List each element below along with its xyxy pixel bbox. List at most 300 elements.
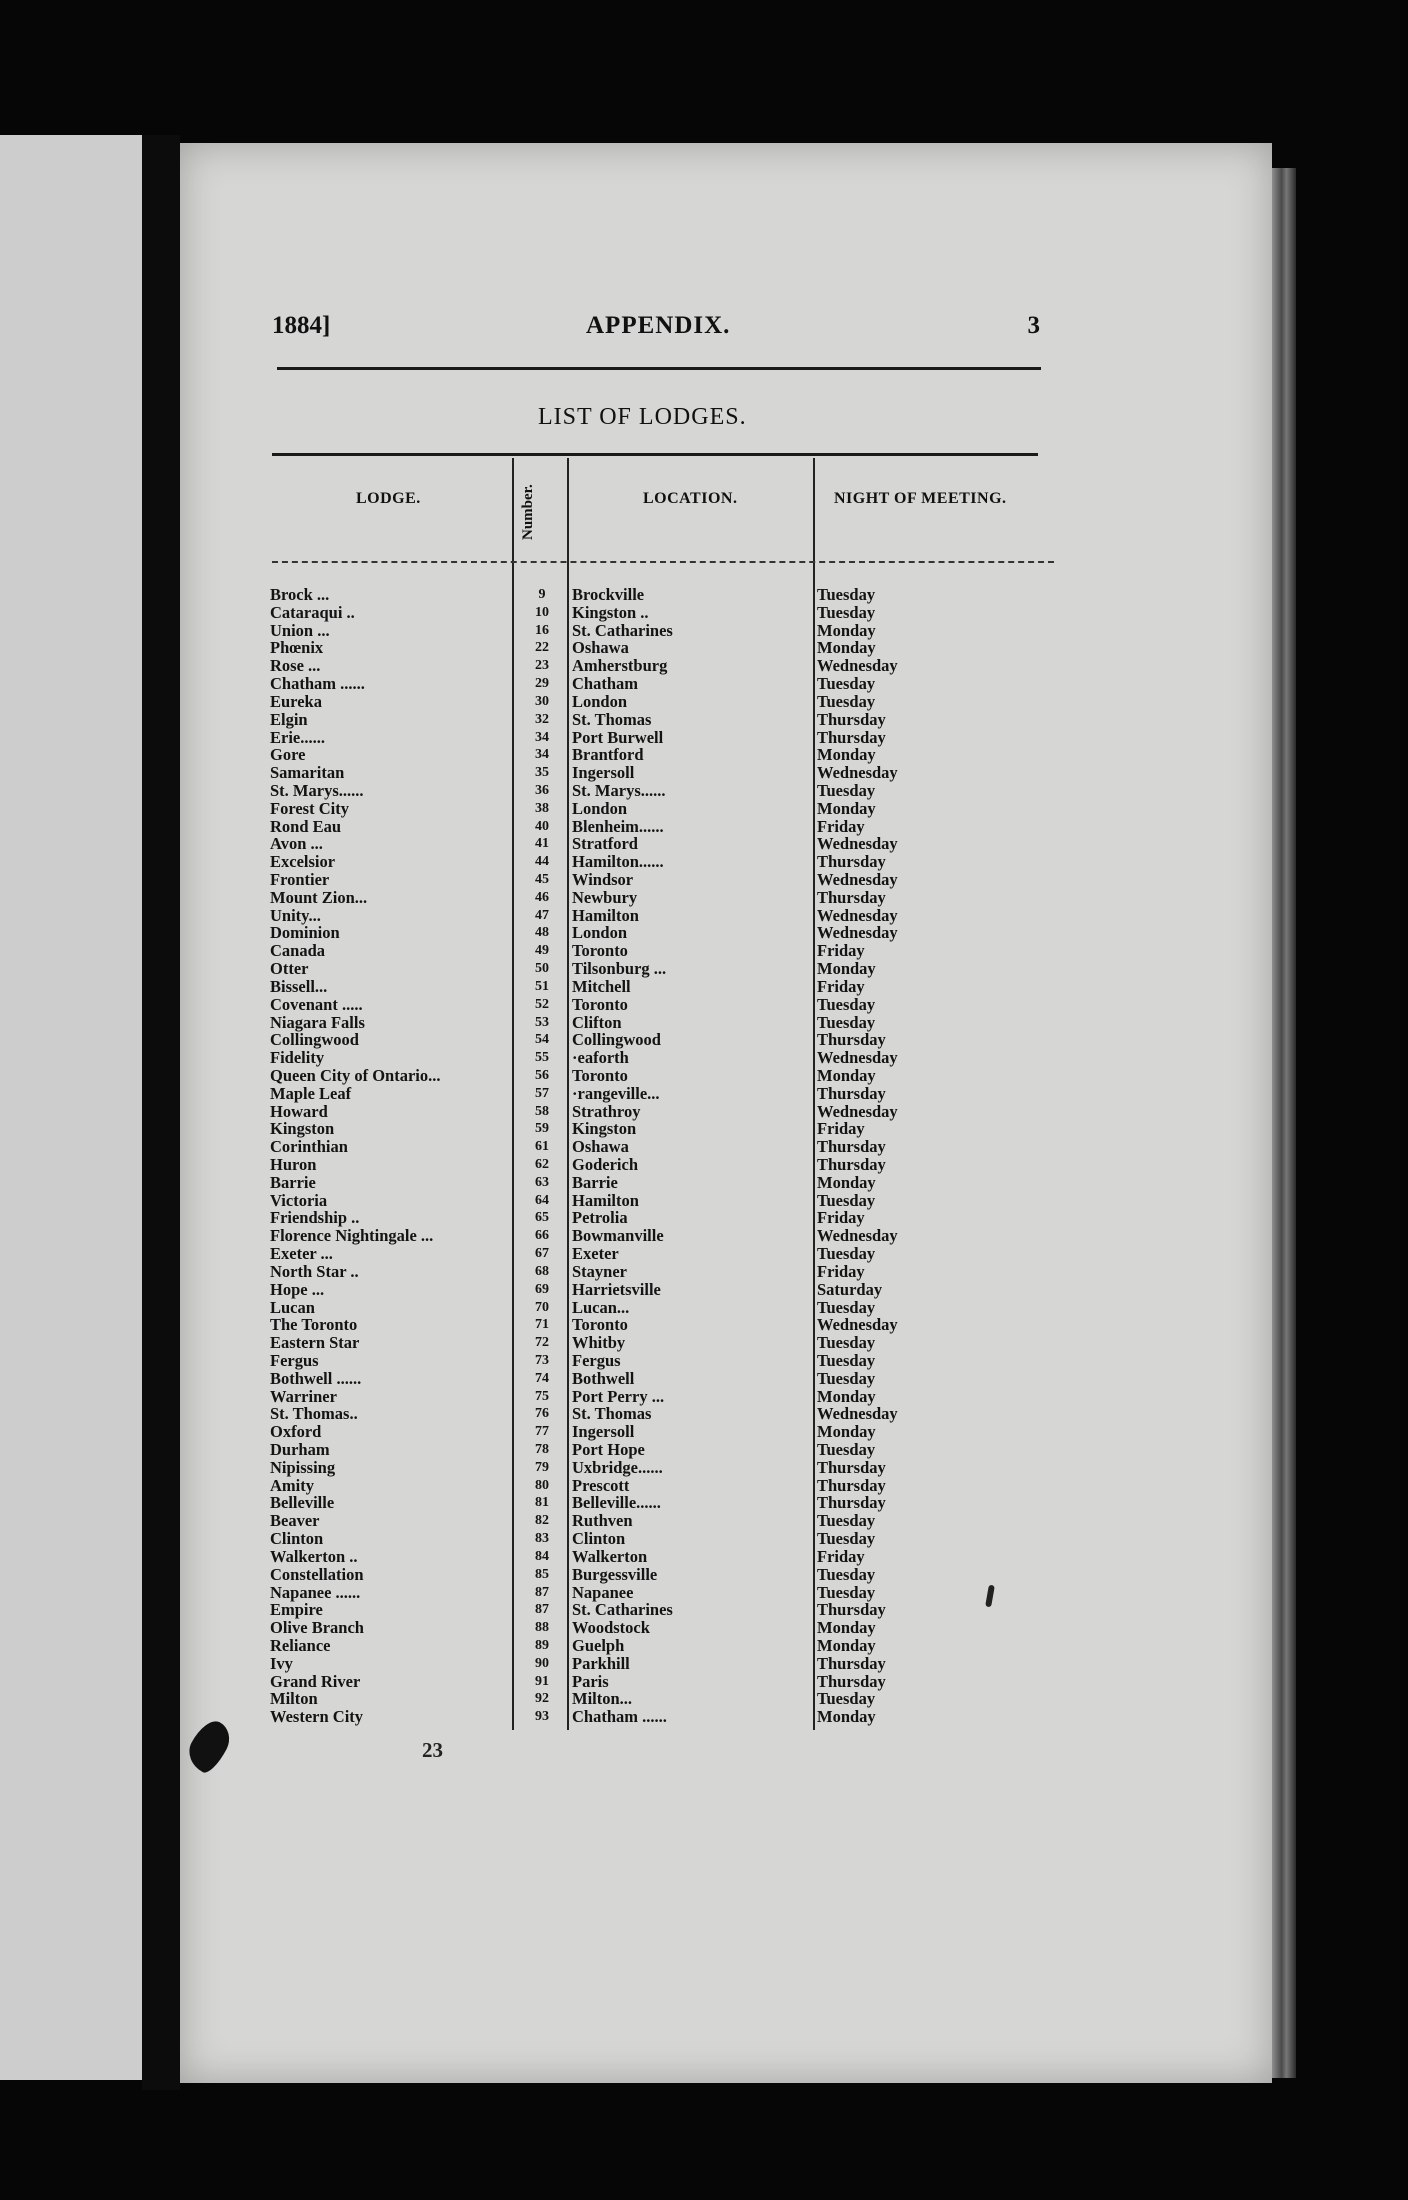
lodge-name: Fidelity (270, 1048, 325, 1068)
table-row (270, 1085, 1017, 1103)
lodge-number: 92 (535, 1691, 549, 1707)
lodge-number: 59 (535, 1121, 549, 1137)
lodge-location: Chatham (572, 674, 639, 694)
lodge-location: Kingston (572, 1119, 637, 1139)
lodge-location: Port Hope (572, 1440, 645, 1459)
lodge-location: Chatham ...... (572, 1707, 667, 1727)
table-row (270, 871, 1017, 889)
lodge-location: St. Catharines (572, 620, 673, 640)
lodge-name: Forest City (270, 798, 349, 818)
lodge-location: Lucan... (572, 1297, 630, 1317)
lodge-location: Milton... (572, 1689, 633, 1709)
lodge-name: Frontier (270, 870, 330, 889)
meeting-night: Monday (817, 745, 876, 765)
lodge-name: Amity (270, 1475, 314, 1495)
table-row (270, 657, 1017, 675)
table-row (270, 1103, 1017, 1121)
meeting-night: Monday (817, 1065, 876, 1085)
meeting-night: Thursday (817, 1653, 886, 1673)
lodge-number: 52 (535, 996, 549, 1012)
table-row (270, 1477, 1017, 1495)
lodge-number: 41 (535, 836, 549, 852)
table-row (270, 1031, 1017, 1049)
lodge-location: Brantford (572, 745, 644, 765)
lodge-number: 88 (535, 1620, 549, 1636)
meeting-night: Tuesday (817, 1582, 876, 1602)
meeting-night: Thursday (817, 709, 886, 729)
table-row (270, 1405, 1017, 1423)
meeting-night: Thursday (817, 1137, 886, 1157)
meeting-night: Wednesday (817, 1404, 898, 1424)
lodge-number: 30 (535, 693, 549, 709)
lodge-name: Exeter ... (270, 1244, 333, 1264)
header-dashed-rule (272, 561, 1054, 563)
lodge-location: Goderich (572, 1155, 638, 1174)
lodge-location: Parkhill (572, 1653, 630, 1673)
table-row (270, 693, 1017, 711)
lodge-number: 40 (535, 818, 549, 834)
lodge-number: 47 (535, 907, 549, 923)
lodge-location: Port Burwell (572, 727, 664, 747)
lodge-location: ·eaforth (572, 1048, 629, 1068)
lodge-name: Milton (270, 1689, 318, 1709)
lodge-name: Howard (270, 1101, 328, 1121)
running-header (272, 312, 1050, 348)
table-row (270, 978, 1017, 996)
table-row (270, 675, 1017, 693)
meeting-night: Friday (817, 1546, 865, 1566)
lodge-number: 63 (535, 1174, 549, 1190)
lodge-location: Toronto (572, 941, 628, 961)
table-row (270, 907, 1017, 925)
lodge-number: 78 (535, 1442, 549, 1457)
lodge-number: 16 (535, 622, 549, 638)
meeting-night: Friday (817, 1208, 865, 1228)
lodge-name: Olive Branch (270, 1618, 364, 1638)
lodge-name: Maple Leaf (270, 1083, 352, 1103)
table-row (270, 996, 1017, 1014)
meeting-night: Monday (817, 1172, 876, 1192)
lodge-location: Oshawa (572, 1137, 629, 1157)
table-row (270, 960, 1017, 978)
lodge-location: Port Perry ... (572, 1386, 665, 1406)
meeting-night: Tuesday (817, 1297, 876, 1317)
lodge-name: Napanee ...... (270, 1582, 361, 1602)
lodge-number: 45 (535, 872, 549, 887)
column-header-location: LOCATION. (643, 490, 738, 507)
lodge-number: 71 (535, 1317, 549, 1333)
lodge-location: St. Thomas (572, 709, 652, 729)
meeting-night: Thursday (817, 1671, 886, 1691)
meeting-night: Thursday (817, 1493, 886, 1513)
lodge-location: Ingersoll (572, 763, 635, 783)
lodge-name: Chatham ...... (270, 674, 365, 694)
meeting-night: Thursday (817, 1457, 886, 1477)
table-row (270, 818, 1017, 836)
lodges-table (270, 586, 1017, 1726)
lodge-location: Collingwood (572, 1030, 661, 1050)
signature-number: 23 (422, 1738, 443, 1762)
meeting-night: Wednesday (817, 870, 898, 889)
lodge-name: Brock ... (270, 585, 330, 604)
page-edge-stack (1272, 168, 1296, 2078)
lodge-number: 57 (535, 1085, 549, 1101)
lodge-location: Fergus (572, 1350, 621, 1370)
meeting-night: Tuesday (817, 1529, 876, 1549)
table-row (270, 853, 1017, 871)
meeting-night: Friday (817, 976, 865, 996)
lodge-name: Rose ... (270, 656, 321, 676)
table-row (270, 1655, 1017, 1673)
lodge-number: 85 (535, 1566, 549, 1582)
lodge-name: Unity... (270, 905, 321, 925)
meeting-night: Monday (817, 1386, 876, 1406)
lodge-name: Corinthian (270, 1137, 348, 1157)
table-row (270, 782, 1017, 800)
meeting-night: Tuesday (817, 1689, 876, 1709)
meeting-night: Friday (817, 1119, 865, 1139)
lodge-number: 34 (535, 729, 549, 745)
table-row (270, 1584, 1017, 1602)
meeting-night: Wednesday (817, 1101, 898, 1121)
table-row (270, 1299, 1017, 1317)
lodge-location: ·rangeville... (572, 1083, 660, 1103)
lodge-location: Oshawa (572, 638, 629, 658)
lodge-number: 82 (535, 1513, 549, 1529)
meeting-night: Wednesday (817, 1048, 898, 1068)
table-row (270, 1690, 1017, 1708)
lodge-name: Rond Eau (270, 816, 342, 836)
meeting-night: Tuesday (817, 1190, 876, 1210)
lodge-number: 29 (535, 676, 549, 692)
table-row (270, 1494, 1017, 1512)
lodge-location: Toronto (572, 1315, 628, 1335)
lodge-number: 68 (535, 1263, 549, 1279)
meeting-night: Wednesday (817, 1226, 898, 1246)
lodge-number: 23 (535, 658, 549, 674)
lodge-number: 22 (535, 640, 549, 656)
table-row (270, 1209, 1017, 1227)
lodge-location: Toronto (572, 1065, 628, 1085)
table-row (270, 1316, 1017, 1334)
lodge-number: 53 (535, 1014, 549, 1030)
lodge-number: 32 (535, 711, 549, 727)
lodge-number: 67 (535, 1246, 549, 1262)
lodge-number: 83 (535, 1531, 549, 1547)
lodge-name: Nipissing (270, 1457, 336, 1477)
lodge-location: London (572, 691, 628, 711)
lodge-name: Huron (270, 1155, 317, 1174)
lodge-number: 61 (535, 1139, 549, 1155)
lodge-location: Paris (572, 1671, 609, 1691)
meeting-night: Friday (817, 816, 865, 836)
lodge-location: Windsor (572, 870, 634, 889)
lodge-name: Bothwell ...... (270, 1368, 362, 1388)
lodge-number: 84 (535, 1548, 549, 1564)
lodge-name: Otter (270, 959, 309, 979)
table-row (270, 1566, 1017, 1584)
lodge-number: 76 (535, 1406, 549, 1422)
lodge-number: 80 (535, 1477, 549, 1493)
meeting-night: Wednesday (817, 763, 898, 783)
lodge-name: Samaritan (270, 763, 345, 783)
table-row (270, 1673, 1017, 1691)
table-row (270, 1441, 1017, 1459)
table-row (270, 835, 1017, 853)
page-number: 3 (1027, 312, 1040, 339)
lodge-name: Avon ... (270, 834, 323, 854)
lodge-name: Belleville (270, 1493, 335, 1513)
lodge-name: Covenant ..... (270, 994, 363, 1014)
meeting-night: Tuesday (817, 1564, 876, 1584)
lodge-location: Newbury (572, 887, 638, 907)
lodge-location: Ingersoll (572, 1422, 635, 1442)
lodge-name: Dominion (270, 923, 340, 943)
meeting-night: Friday (817, 1261, 865, 1281)
table-row (270, 639, 1017, 657)
lodge-number: 89 (535, 1637, 549, 1653)
column-header-lodge: LODGE. (356, 490, 421, 507)
lodge-location: Guelph (572, 1635, 625, 1655)
meeting-night: Wednesday (817, 656, 898, 676)
lodge-name: Eureka (270, 691, 322, 711)
lodge-number: 54 (535, 1032, 549, 1048)
lodge-number: 46 (535, 889, 549, 905)
lodge-location: Uxbridge...... (572, 1457, 663, 1477)
lodge-number: 36 (535, 782, 549, 798)
meeting-night: Monday (817, 1707, 876, 1727)
lodge-number: 79 (535, 1459, 549, 1475)
meeting-night: Monday (817, 1422, 876, 1442)
lodge-location: Tilsonburg ... (572, 959, 667, 979)
table-row (270, 1619, 1017, 1637)
lodge-name: Phœnix (270, 638, 324, 658)
lodge-location: Ruthven (572, 1511, 633, 1531)
lodge-location: Clifton (572, 1012, 622, 1032)
lodge-location: St. Marys...... (572, 780, 666, 800)
lodge-name: Bissell... (270, 976, 328, 996)
lodge-name: Excelsior (270, 852, 336, 872)
lodge-name: Erie...... (270, 727, 325, 747)
meeting-night: Thursday (817, 1475, 886, 1495)
table-row (270, 1174, 1017, 1192)
table-row (270, 800, 1017, 818)
table-row (270, 711, 1017, 729)
table-row (270, 1512, 1017, 1530)
lodge-number: 44 (535, 854, 549, 870)
lodge-name: Ivy (270, 1653, 293, 1673)
table-row (270, 1245, 1017, 1263)
lodge-name: Gore (270, 745, 306, 765)
lodge-name: Barrie (270, 1172, 316, 1192)
table-row (270, 942, 1017, 960)
lodge-location: Exeter (572, 1244, 619, 1264)
lodge-location: Brockville (572, 585, 645, 604)
meeting-night: Friday (817, 941, 865, 961)
table-row (270, 1548, 1017, 1566)
lodge-location: Napanee (572, 1582, 634, 1602)
meeting-night: Tuesday (817, 1333, 876, 1353)
table-row (270, 924, 1017, 942)
meeting-night: Tuesday (817, 780, 876, 800)
table-row (270, 586, 1017, 604)
table-row (270, 1138, 1017, 1156)
table-row (270, 622, 1017, 640)
table-row (270, 1601, 1017, 1619)
table-row (270, 1263, 1017, 1281)
lodge-number: 64 (535, 1192, 549, 1208)
lodge-location: Bowmanville (572, 1226, 664, 1246)
lodge-number: 9 (538, 587, 546, 602)
lodge-number: 38 (535, 800, 549, 816)
lodge-number: 50 (535, 961, 549, 977)
meeting-night: Wednesday (817, 834, 898, 854)
meeting-night: Thursday (817, 852, 886, 872)
lodge-location: Toronto (572, 994, 628, 1014)
meeting-night: Saturday (817, 1279, 883, 1299)
meeting-night: Monday (817, 620, 876, 640)
table-row (270, 1156, 1017, 1174)
lodge-number: 58 (535, 1103, 549, 1119)
lodge-number: 65 (535, 1210, 549, 1226)
meeting-night: Wednesday (817, 923, 898, 943)
lodge-number: 69 (535, 1281, 549, 1297)
header-title: APPENDIX. (586, 312, 731, 339)
lodge-location: London (572, 923, 628, 943)
lodge-name: Warriner (270, 1386, 337, 1406)
meeting-night: Thursday (817, 1083, 886, 1103)
table-row (270, 1388, 1017, 1406)
table-row (270, 1334, 1017, 1352)
lodge-location: Harrietsville (572, 1279, 661, 1299)
lodge-location: Woodstock (572, 1618, 650, 1638)
lodge-number: 10 (535, 604, 549, 620)
meeting-night: Thursday (817, 1600, 886, 1620)
meeting-night: Tuesday (817, 1368, 876, 1388)
lodge-number: 51 (535, 978, 549, 994)
lodge-name: Elgin (270, 709, 308, 729)
table-row (270, 604, 1017, 622)
lodge-number: 81 (535, 1495, 549, 1511)
meeting-night: Thursday (817, 727, 886, 747)
lodge-name: Union ... (270, 620, 330, 640)
table-row (270, 1067, 1017, 1085)
lodge-number: 93 (535, 1709, 549, 1725)
meeting-night: Tuesday (817, 585, 876, 604)
meeting-night: Tuesday (817, 994, 876, 1014)
lodge-name: Western City (270, 1707, 364, 1727)
lodge-name: Grand River (270, 1671, 361, 1691)
lodge-location: Mitchell (572, 976, 631, 996)
meeting-night: Thursday (817, 887, 886, 907)
lodge-name: Lucan (270, 1297, 315, 1317)
header-rule (277, 367, 1041, 370)
lodge-location: Petrolia (572, 1208, 628, 1228)
lodge-name: Eastern Star (270, 1333, 360, 1353)
lodge-name: St. Thomas.. (270, 1404, 358, 1424)
lodge-location: Blenheim...... (572, 816, 664, 836)
lodge-number: 48 (535, 925, 549, 941)
lodge-number: 75 (535, 1388, 549, 1404)
table-row (270, 1192, 1017, 1210)
book-gutter (142, 135, 180, 2090)
meeting-night: Monday (817, 959, 876, 979)
lodge-number: 49 (535, 943, 549, 959)
lodge-number: 74 (535, 1370, 549, 1386)
left-page-edge (0, 135, 142, 2080)
meeting-night: Monday (817, 798, 876, 818)
lodge-name: Fergus (270, 1350, 319, 1370)
lodge-number: 66 (535, 1228, 549, 1244)
lodge-location: Barrie (572, 1172, 618, 1192)
lodge-name: Kingston (270, 1119, 335, 1139)
lodge-number: 90 (535, 1655, 549, 1671)
lodge-location: Walkerton (572, 1546, 648, 1566)
meeting-night: Thursday (817, 1030, 886, 1050)
table-row (270, 746, 1017, 764)
lodge-location: Whitby (572, 1333, 626, 1353)
table-row (270, 1281, 1017, 1299)
lodge-location: Amherstburg (572, 656, 668, 676)
lodge-number: 70 (535, 1299, 549, 1315)
lodge-number: 77 (535, 1424, 549, 1440)
lodge-location: Kingston .. (572, 602, 649, 622)
lodge-name: Hope ... (270, 1279, 325, 1299)
lodge-number: 91 (535, 1673, 549, 1689)
table-row (270, 889, 1017, 907)
lodge-location: St. Catharines (572, 1600, 673, 1620)
lodge-name: Florence Nightingale ... (270, 1226, 434, 1246)
meeting-night: Tuesday (817, 1511, 876, 1531)
table-row (270, 1459, 1017, 1477)
table-row (270, 1530, 1017, 1548)
meeting-night: Monday (817, 1618, 876, 1638)
lodge-number: 62 (535, 1157, 549, 1172)
lodge-number: 87 (535, 1602, 549, 1618)
lodge-name: Cataraqui .. (270, 602, 355, 622)
lodge-name: Empire (270, 1600, 323, 1620)
lodge-name: Reliance (270, 1635, 331, 1655)
column-header-number: Number. (520, 484, 536, 540)
table-row (270, 1370, 1017, 1388)
meeting-night: Tuesday (817, 1440, 876, 1459)
lodge-name: North Star .. (270, 1261, 359, 1281)
lodge-number: 55 (535, 1050, 549, 1066)
lodge-location: Bothwell (572, 1368, 635, 1388)
table-row (270, 1637, 1017, 1655)
lodge-number: 34 (535, 747, 549, 763)
lodge-number: 73 (535, 1352, 549, 1368)
lodge-location: Prescott (572, 1475, 630, 1495)
lodge-number: 56 (535, 1067, 549, 1083)
lodge-name: Oxford (270, 1422, 322, 1442)
meeting-night: Tuesday (817, 1244, 876, 1264)
lodge-location: Hamilton...... (572, 852, 664, 872)
meeting-night: Wednesday (817, 1315, 898, 1335)
table-row (270, 1049, 1017, 1067)
meeting-night: Tuesday (817, 602, 876, 622)
lodge-location: Stayner (572, 1261, 627, 1281)
column-header-night: NIGHT OF MEETING. (834, 490, 1007, 507)
lodge-name: Clinton (270, 1529, 324, 1549)
meeting-night: Wednesday (817, 905, 898, 925)
lodge-location: Stratford (572, 834, 638, 854)
table-row (270, 1708, 1017, 1726)
lodge-name: Durham (270, 1440, 330, 1459)
lodge-location: St. Thomas (572, 1404, 652, 1424)
header-year: 1884] (272, 312, 331, 339)
lodge-name: Canada (270, 941, 326, 961)
